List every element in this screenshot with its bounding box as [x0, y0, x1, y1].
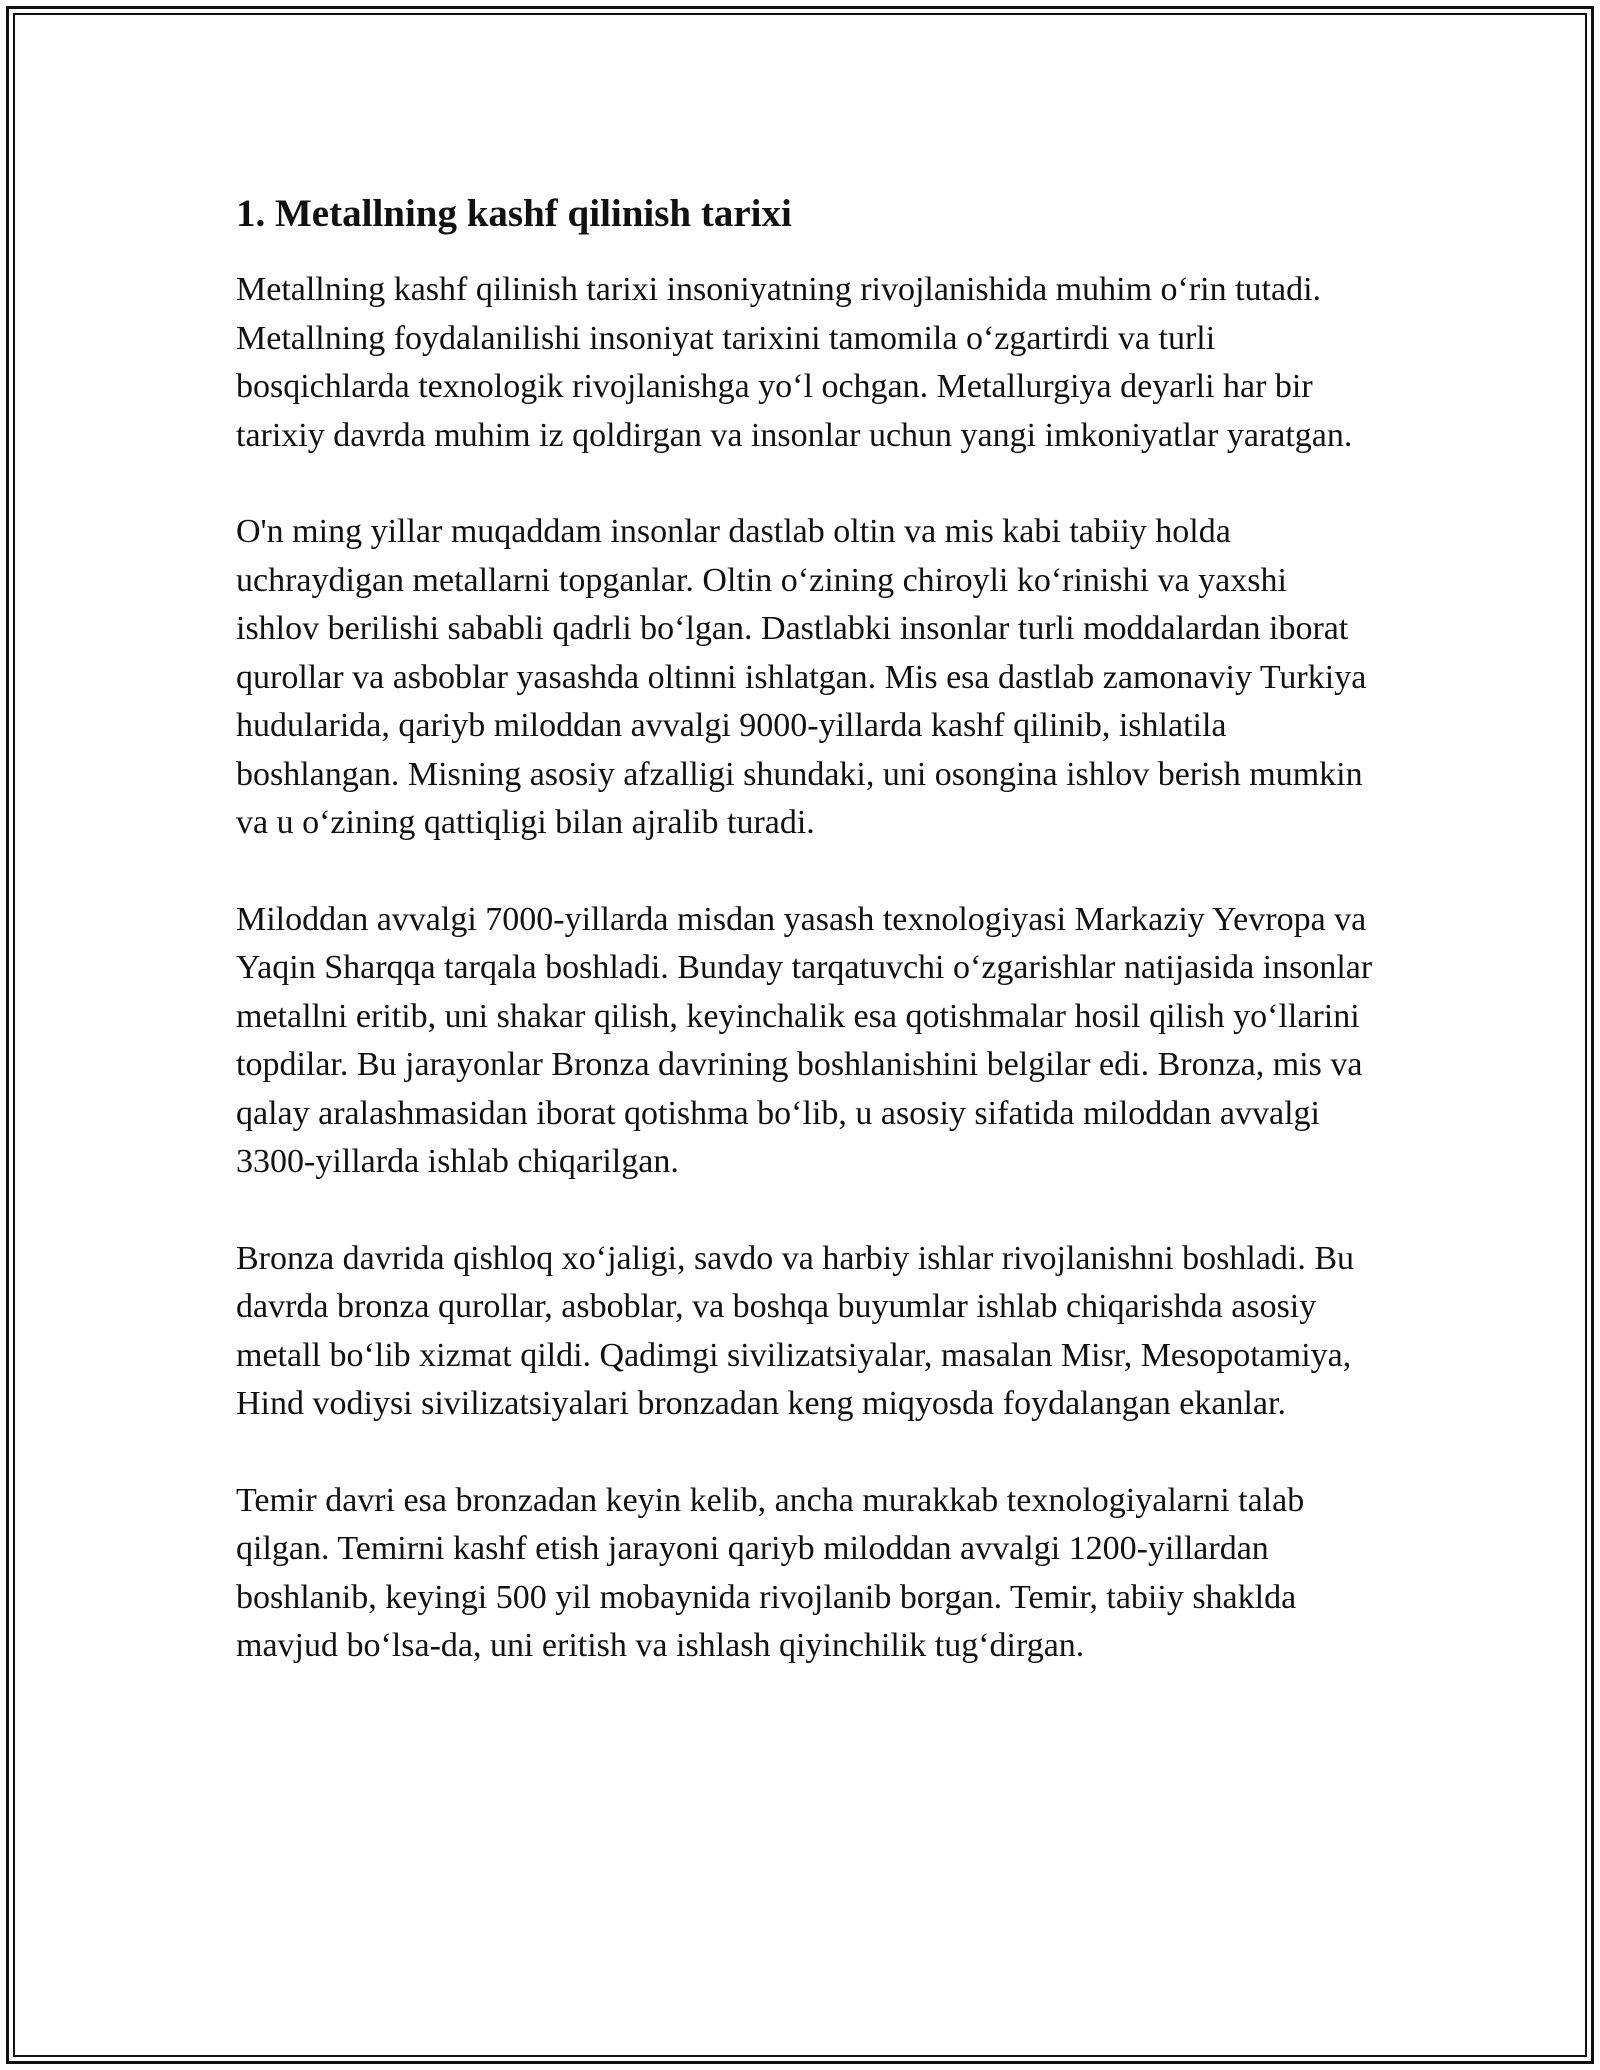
paragraph-3: Miloddan avvalgi 7000-yillarda misdan yasash texnologiyasi Markaziy Yevropa va Yaqin Sharqqa tarqala boshladi. Bunday tarqatuvchi oʻzgarishlar natijasida insonlar metallni eritib, uni shakar qilish, keyinchalik esa qotishmalar hosil qilish yoʻllarini topdilar. Bu jarayonlar Bronza davrining boshlanishini belgilar edi. Bronza, mis va qalay aralashmasidan iborat qotishma boʻlib, u asosiy sifatida miloddan avvalgi 3300-yillarda ishlab chiqarilgan.	[236, 900, 1373, 1180]
document-body	[236, 188, 1376, 1719]
section-heading: 1. Metallning kashf qilinish tarixi	[236, 192, 792, 235]
paragraph-4: Bronza davrida qishloq xoʻjaligi, savdo va harbiy ishlar rivojlanishni boshladi. Bu davrda bronza qurollar, asboblar, va boshqa buyumlar ishlab chiqarishda asosiy metall boʻlib xizmat qildi. Qadimgi sivilizatsiyalar, masalan Misr, Mesopotamiya, Hind vodiysi sivilizatsiyalari bronzadan keng miqyosda foydalangan ekanlar.	[236, 1239, 1355, 1422]
paragraph-1: Metallning kashf qilinish tarixi insoniyatning rivojlanishida muhim oʻrin tutadi. Metallning foydalanilishi insoniyat tarixini tamomila oʻzgartirdi va turli bosqichlarda texnologik rivojlanishga yoʻl ochgan. Metallurgiya deyarli har bir tarixiy davrda muhim iz qoldirgan va insonlar uchun yangi imkoniyatlar yaratgan.	[236, 271, 1353, 454]
paragraph-2: O'n ming yillar muqaddam insonlar dastlab oltin va mis kabi tabiiy holda uchraydigan metallarni topganlar. Oltin oʻzining chiroyli koʻrinishi va yaxshi ishlov berilishi sababli qadrli boʻlgan. Dastlabki insonlar turli moddalardan iborat qurollar va asboblar yasashda oltinni ishlatgan. Mis esa dastlab zamonaviy Turkiya hudularida, qariyb miloddan avvalgi 9000-yillarda kashf qilinib, ishlatila boshlangan. Misning asosiy afzalligi shundaki, uni osongina ishlov berish mumkin va u oʻzining qattiqligi bilan ajralib turadi.	[236, 513, 1367, 841]
paragraph-5: Temir davri esa bronzadan keyin kelib, ancha murakkab texnologiyalarni talab qilgan. Temirni kashf etish jarayoni qariyb miloddan avvalgi 1200-yillardan boshlanib, keyingi 500 yil mobaynida rivojlanib borgan. Temir, tabiiy shaklda mavjud boʻlsa-da, uni eritish va ishlash qiyinchilik tugʻdirgan.	[236, 1481, 1305, 1664]
